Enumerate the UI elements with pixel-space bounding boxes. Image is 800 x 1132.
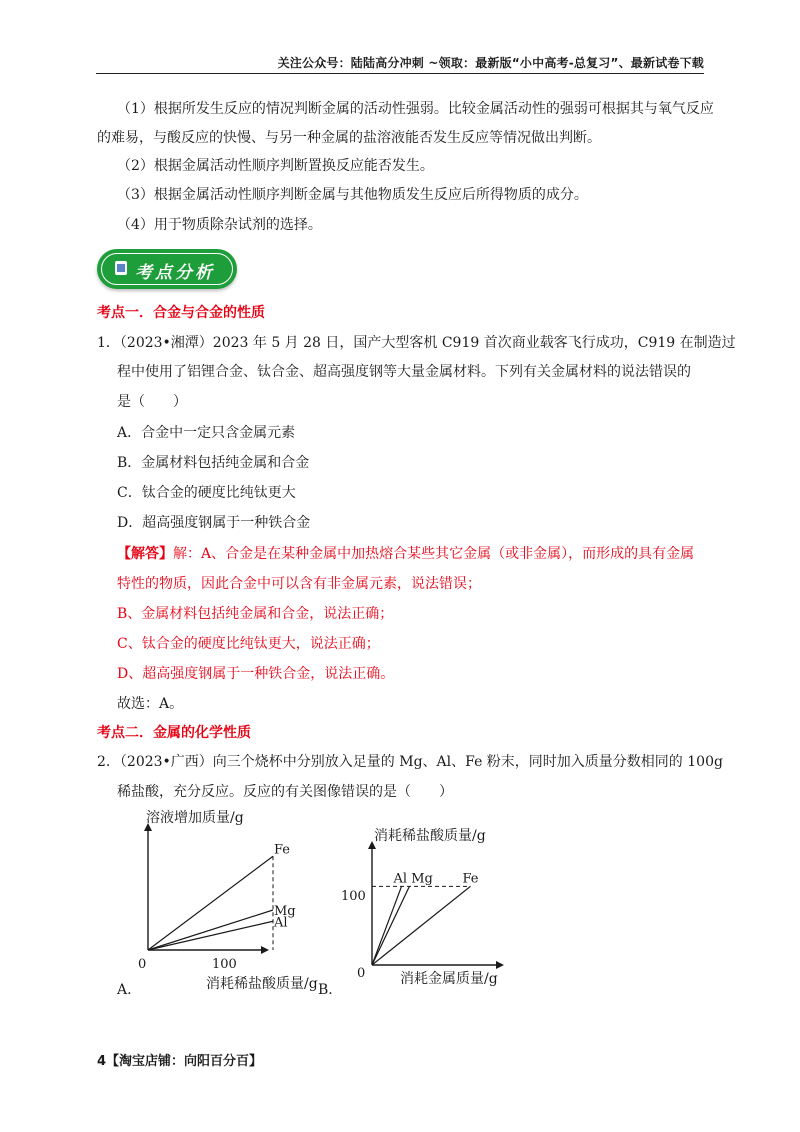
chart-a-label-mg: Mg	[274, 904, 296, 919]
chart-a-label-al: Al	[274, 915, 288, 931]
q1-answer-line-2: 特性的物质，因此合金中可以含有非金属元素，说法错误；	[117, 576, 481, 592]
page-footer	[97, 1050, 262, 1069]
book-icon	[115, 261, 127, 275]
page-header: 关注公众号：陆陆高分冲刺 ~领取：最新版“小中高考-总复习”、最新试卷下载	[277, 56, 704, 70]
exam-point-badge	[97, 249, 237, 289]
chart-a-series-mg	[148, 910, 273, 950]
chart-b-label-al-mg: Al Mg	[393, 871, 433, 887]
q1-answer-line-4: C、钛合金的硬度比纯钛更大，说法正确；	[117, 636, 380, 652]
q2-stem-line-1: 2．（2023•广西）向三个烧杯中分别放入足量的 Mg、Al、Fe 粉末，同时加入质量分数相同的 100g	[97, 754, 723, 770]
q1-option-b: B．金属材料包括纯金属和合金	[117, 455, 310, 471]
chart-b-origin: 0	[357, 966, 366, 981]
badge-label: 考点分析	[135, 263, 215, 283]
q1-option-c: C．钛合金的硬度比纯钛更大	[117, 485, 296, 501]
footer-shop: 【淘宝店铺：向阳百分百】	[106, 1054, 263, 1069]
q1-option-a: A．合金中一定只含金属元素	[117, 425, 296, 441]
q2-stem-line-2: 稀盐酸，充分反应。反应的有关图像错误的是（ ）	[117, 784, 453, 800]
q2-option-a-label: A.	[117, 982, 132, 998]
chart-a-label-fe: Fe	[274, 842, 291, 858]
header-divider	[96, 73, 704, 74]
intro-line-1: （1）根据所发生反应的情况判断金属的活动性强弱。比较金属活动性的强弱可根据其与氧气反应	[117, 101, 714, 117]
section-2-title: 考点二．金属的化学性质	[97, 725, 251, 741]
chart-b-ylabel: 消耗稀盐酸质量/g	[374, 828, 486, 844]
q1-stem-line-2: 程中使用了铝锂合金、钛合金、超高强度钢等大量金属材料。下列有关金属材料的说法错误的	[117, 364, 691, 380]
answer-tag: 【解答】	[117, 546, 173, 562]
q1-stem-line-1: 1．（2023•湘潭）2023 年 5 月 28 日，国产大型客机 C919 首次商业载客飞行成功，C919 在制造过	[97, 335, 736, 351]
intro-line-2: 的难易，与酸反应的快慢、与另一种金属的盐溶液能否发生反应等情况做出判断。	[97, 130, 601, 146]
intro-line-4: （3）根据金属活动性顺序判断金属与其他物质发生反应后所得物质的成分。	[117, 187, 588, 203]
q2-option-b-label: B.	[318, 982, 333, 998]
q1-stem-line-3: 是（ ）	[117, 394, 187, 410]
section-1-title: 考点一．合金与合金的性质	[97, 305, 265, 321]
intro-line-5: （4）用于物质除杂试剂的选择。	[117, 217, 322, 233]
q1-conclusion: 故选：A。	[117, 696, 184, 712]
chart-b	[340, 820, 550, 995]
chart-a-xlabel: 消耗稀盐酸质量/g	[206, 976, 318, 992]
chart-b-xlabel: 消耗金属质量/g	[400, 971, 498, 987]
q1-answer-line-3: B、金属材料包括纯金属和合金，说法正确；	[117, 606, 394, 622]
chart-a	[100, 805, 340, 1005]
answer-text: 解：A、合金是在某种金属中加热熔合某些其它金属（或非金属），而形成的具有金属	[173, 546, 695, 562]
chart-a-ylabel: 溶液增加质量/g	[146, 810, 244, 826]
q1-answer-line-1	[117, 544, 694, 564]
chart-b-label-fe: Fe	[462, 871, 479, 887]
chart-a-origin: 0	[138, 957, 147, 972]
q1-answer-line-5: D、超高强度钢属于一种铁合金，说法正确。	[117, 666, 395, 682]
chart-a-x-tick: 100	[212, 957, 237, 972]
page-number: 4	[97, 1054, 107, 1069]
q1-option-d: D．超高强度钢属于一种铁合金	[117, 515, 311, 531]
intro-line-3: （2）根据金属活动性顺序判断置换反应能否发生。	[117, 158, 434, 174]
chart-b-y-tick: 100	[341, 889, 366, 904]
chart-b-series-mg	[372, 886, 409, 965]
